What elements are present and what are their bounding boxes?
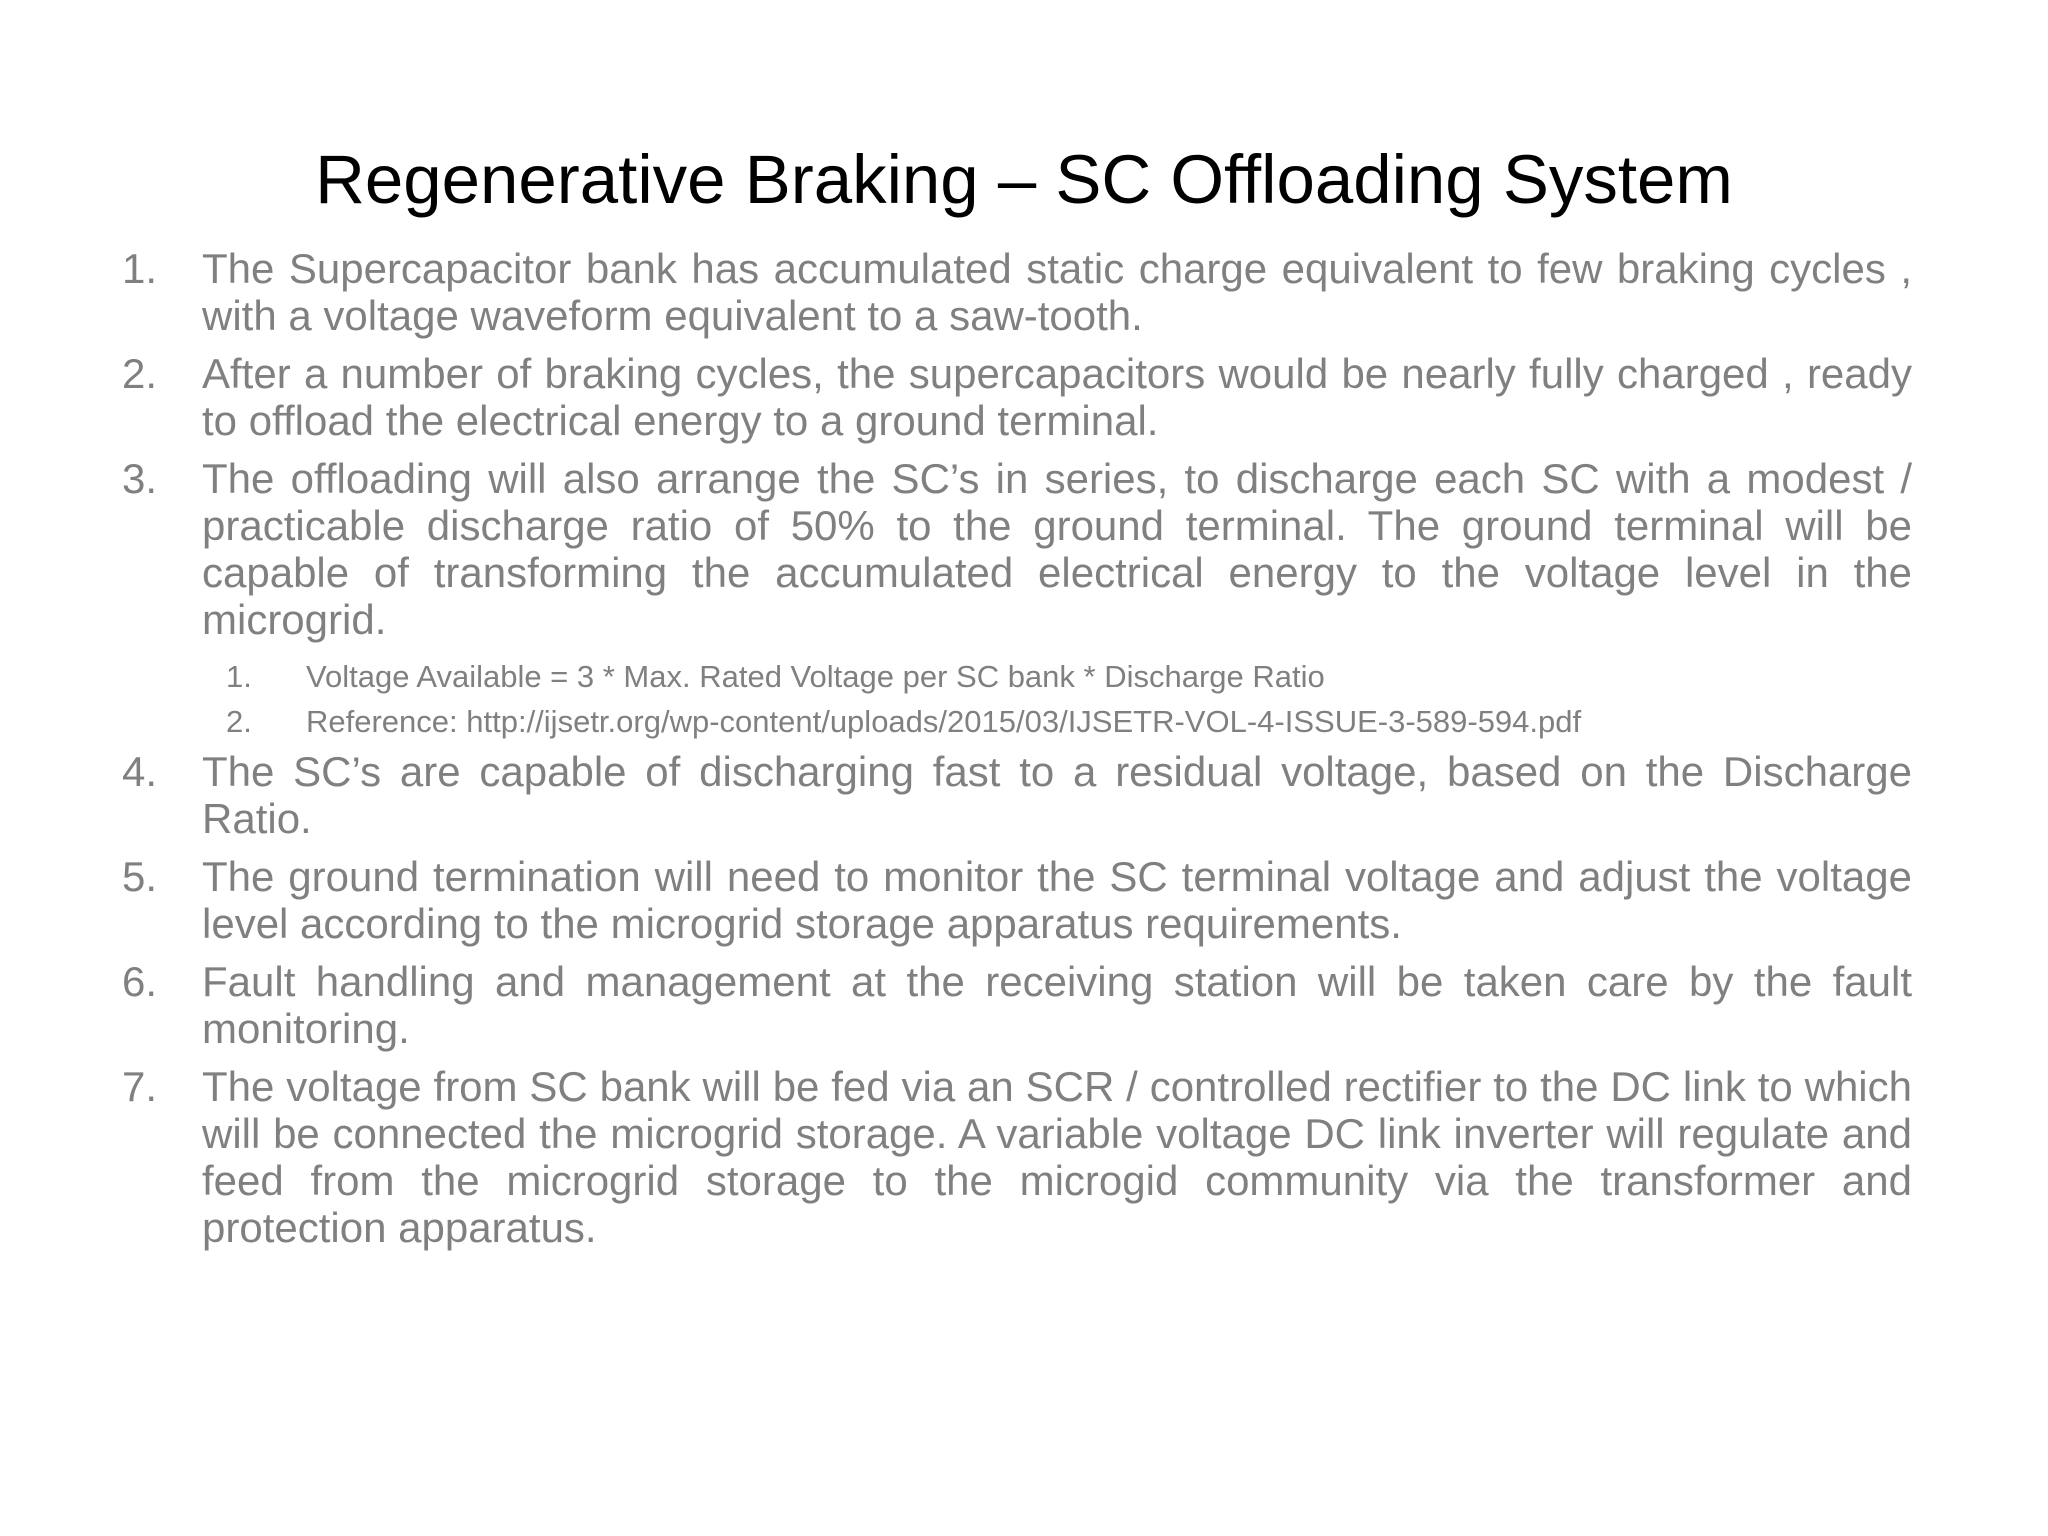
list-item-text: The offloading will also arrange the SC’s in series, to discharge each SC with a modest / practicable discharge ratio of 50% to the ground terminal. The ground terminal will be capable of transforming the accumulated electrical energy to the voltage level in the microgrid. [202,455,1912,643]
list-item-number: 7. [122,1063,158,1110]
list-item-text: After a number of braking cycles, the supercapacitors would be nearly fully charged , ready to offload the electrical energy to a ground terminal. [202,350,1912,444]
list-item-number: 6. [122,958,158,1005]
list-item-7 [122,1063,1912,1251]
sub-list-item-2 [122,699,1912,744]
list-item-4 [122,748,1912,842]
list-item-number: 3. [122,455,158,502]
list-item-text: The SC’s are capable of discharging fast to a residual voltage, based on the Discharge Ratio. [202,748,1912,842]
reference-link-text: Reference: http://ijsetr.org/wp-content/uploads/2015/03/IJSETR-VOL-4-ISSUE-3-589-594.pdf [306,704,1582,739]
list-item-text: The ground termination will need to monitor the SC terminal voltage and adjust the voltage level according to the microgrid storage apparatus requirements. [202,853,1912,947]
list-item-number: 4. [122,748,158,795]
list-item-2 [122,350,1912,444]
list-item-number: 1. [122,245,158,292]
list-item-6 [122,958,1912,1052]
list-item-1 [122,245,1912,339]
sub-list-item-1 [122,654,1912,699]
sub-list [122,654,1912,744]
slide-title: Regenerative Braking – SC Offloading System [315,141,1733,218]
list-item-text: Fault handling and management at the receiving station will be taken care by the fault monitoring. [202,958,1912,1052]
sub-list-item-text: Voltage Available = 3 * Max. Rated Voltage per SC bank * Discharge Ratio [306,659,1325,694]
list-item-number: 5. [122,853,158,900]
list-item-text: The voltage from SC bank will be fed via an SCR / controlled rectifier to the DC link to which will be connected the microgrid storage. A variable voltage DC link inverter will regulate and feed from the microgrid storage to the microgid community via the transformer and protection apparatus. [202,1063,1912,1251]
list-item-5 [122,853,1912,947]
sub-list-item-number: 2. [226,704,252,739]
numbered-list [122,245,1912,1262]
sub-list-item-number: 1. [226,659,252,694]
list-item-number: 2. [122,350,158,397]
list-item-3 [122,455,1912,643]
list-item-text: The Supercapacitor bank has accumulated static charge equivalent to few braking cycles , with a voltage waveform equivalent to a saw-tooth. [202,245,1912,339]
